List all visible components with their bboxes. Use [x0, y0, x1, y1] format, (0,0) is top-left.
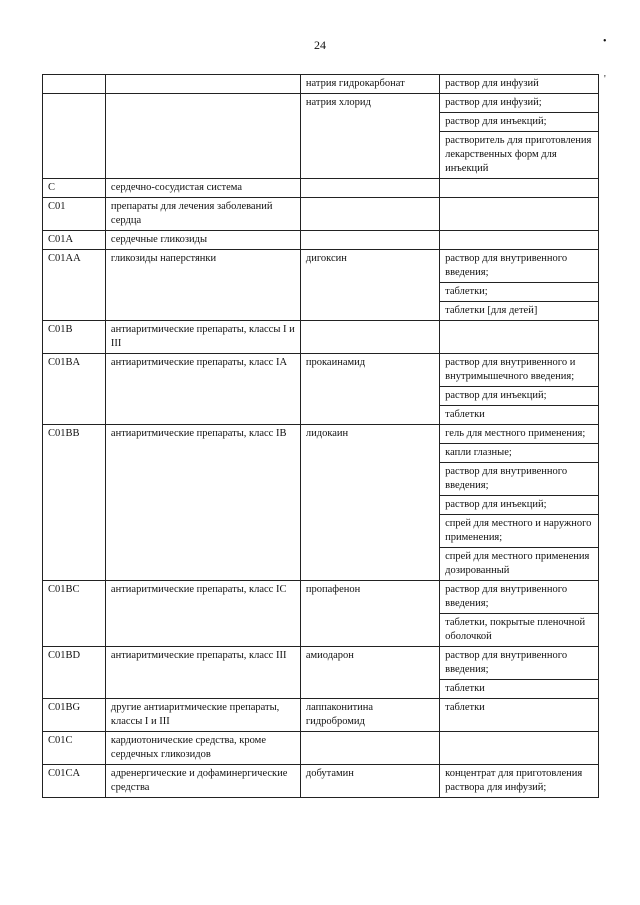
table-row: [43, 231, 599, 250]
atc-code-cell: C01BG: [43, 699, 106, 732]
group-name-cell: сердечные гликозиды: [105, 231, 300, 250]
atc-code-cell: C01BB: [43, 425, 106, 581]
group-name-cell: адренергические и дофаминергические средства: [105, 765, 300, 798]
inn-cell: амиодарон: [300, 647, 439, 699]
table-row: [43, 75, 599, 94]
atc-code-cell: C01AA: [43, 250, 106, 321]
dosage-form-item: концентрат для приготовления раствора для инфузий;: [445, 768, 583, 793]
atc-code-cell: C01B: [43, 321, 106, 354]
group-name-cell: кардиотонические средства, кроме сердечных гликозидов: [105, 732, 300, 765]
group-name-cell: [105, 75, 300, 94]
atc-code-cell: C01BA: [43, 354, 106, 425]
group-name-cell: антиаритмические препараты, класс IA: [105, 354, 300, 425]
dosage-form-item: раствор для инъекций;: [440, 387, 598, 406]
inn-cell: добутамин: [300, 765, 439, 798]
dosage-form-item: раствор для инъекций;: [440, 113, 598, 132]
dosage-forms-cell: [440, 231, 599, 250]
inn-cell: натрия хлорид: [300, 94, 439, 179]
dosage-forms-cell: [440, 75, 599, 94]
dosage-forms-cell: [440, 425, 599, 581]
table-row: [43, 94, 599, 179]
scan-mark: •: [603, 36, 607, 47]
dosage-form-item: таблетки: [445, 409, 485, 420]
dosage-forms-cell: [440, 198, 599, 231]
table-row: [43, 699, 599, 732]
dosage-forms-cell: [440, 354, 599, 425]
group-name-cell: антиаритмические препараты, класс III: [105, 647, 300, 699]
dosage-form-item: капли глазные;: [440, 444, 598, 463]
dosage-forms-cell: [440, 732, 599, 765]
group-name-cell: препараты для лечения заболеваний сердца: [105, 198, 300, 231]
inn-cell: прокаинамид: [300, 354, 439, 425]
dosage-form-item: раствор для инъекций;: [440, 496, 598, 515]
dosage-forms-cell: [440, 647, 599, 699]
dosage-form-item: [440, 321, 598, 339]
group-name-cell: антиаритмические препараты, класс IC: [105, 581, 300, 647]
table-row: [43, 581, 599, 647]
inn-cell: лидокаин: [300, 425, 439, 581]
inn-cell: дигоксин: [300, 250, 439, 321]
dosage-forms-cell: [440, 250, 599, 321]
dosage-forms-cell: [440, 581, 599, 647]
atc-code-cell: C01C: [43, 732, 106, 765]
table-row: [43, 732, 599, 765]
drug-table-body: [43, 75, 599, 798]
page-number: 24: [314, 38, 326, 52]
group-name-cell: антиаритмические препараты, классы I и III: [105, 321, 300, 354]
table-row: [43, 354, 599, 425]
dosage-form-item: спрей для местного применения дозированный: [445, 551, 590, 576]
dosage-form-item: [440, 732, 598, 750]
group-name-cell: сердечно-сосудистая система: [105, 179, 300, 198]
dosage-form-item: раствор для внутривенного введения;: [440, 463, 598, 496]
inn-cell: [300, 321, 439, 354]
dosage-form-item: раствор для внутривенного и внутримышечного введения;: [440, 354, 598, 387]
table-row: [43, 425, 599, 581]
table-row: [43, 321, 599, 354]
dosage-form-item: раствор для внутривенного введения;: [440, 581, 598, 614]
atc-code-cell: [43, 75, 106, 94]
group-name-cell: [105, 94, 300, 179]
atc-code-cell: C01: [43, 198, 106, 231]
dosage-forms-cell: [440, 321, 599, 354]
inn-cell: [300, 198, 439, 231]
inn-cell: [300, 732, 439, 765]
table-row: [43, 250, 599, 321]
table-row: [43, 647, 599, 699]
dosage-form-item: таблетки: [445, 702, 485, 713]
dosage-form-item: таблетки: [445, 683, 485, 694]
dosage-form-item: таблетки;: [440, 283, 598, 302]
dosage-form-item: раствор для инфузий;: [440, 94, 598, 113]
table-row: [43, 198, 599, 231]
dosage-form-item: [440, 179, 598, 197]
dosage-forms-cell: [440, 94, 599, 179]
group-name-cell: другие антиаритмические препараты, классы I и III: [105, 699, 300, 732]
dosage-form-item: раствор для внутривенного введения;: [440, 647, 598, 680]
dosage-form-item: [440, 231, 598, 249]
atc-code-cell: [43, 94, 106, 179]
group-name-cell: антиаритмические препараты, класс IB: [105, 425, 300, 581]
dosage-form-item: спрей для местного и наружного применения;: [440, 515, 598, 548]
atc-code-cell: C01CA: [43, 765, 106, 798]
inn-cell: лаппаконитина гидробромид: [300, 699, 439, 732]
dosage-forms-cell: [440, 699, 599, 732]
dosage-forms-cell: [440, 765, 599, 798]
group-name-cell: гликозиды наперстянки: [105, 250, 300, 321]
atc-code-cell: C01BD: [43, 647, 106, 699]
dosage-form-item: [440, 198, 598, 216]
dosage-form-item: таблетки, покрытые пленочной оболочкой: [445, 617, 586, 642]
inn-cell: пропафенон: [300, 581, 439, 647]
inn-cell: [300, 231, 439, 250]
dosage-form-item: растворитель для приготовления лекарственных форм для инъекций: [445, 135, 592, 174]
dosage-form-item: таблетки [для детей]: [445, 305, 538, 316]
table-row: [43, 179, 599, 198]
table-row: [43, 765, 599, 798]
atc-code-cell: C01BC: [43, 581, 106, 647]
atc-code-cell: C01A: [43, 231, 106, 250]
dosage-forms-cell: [440, 179, 599, 198]
scan-mark: ': [604, 74, 606, 85]
inn-cell: натрия гидрокарбонат: [300, 75, 439, 94]
dosage-form-item: гель для местного применения;: [440, 425, 598, 444]
drug-table: [42, 74, 599, 798]
dosage-form-item: раствор для внутривенного введения;: [440, 250, 598, 283]
atc-code-cell: C: [43, 179, 106, 198]
dosage-form-item: раствор для инфузий: [445, 78, 539, 89]
inn-cell: [300, 179, 439, 198]
